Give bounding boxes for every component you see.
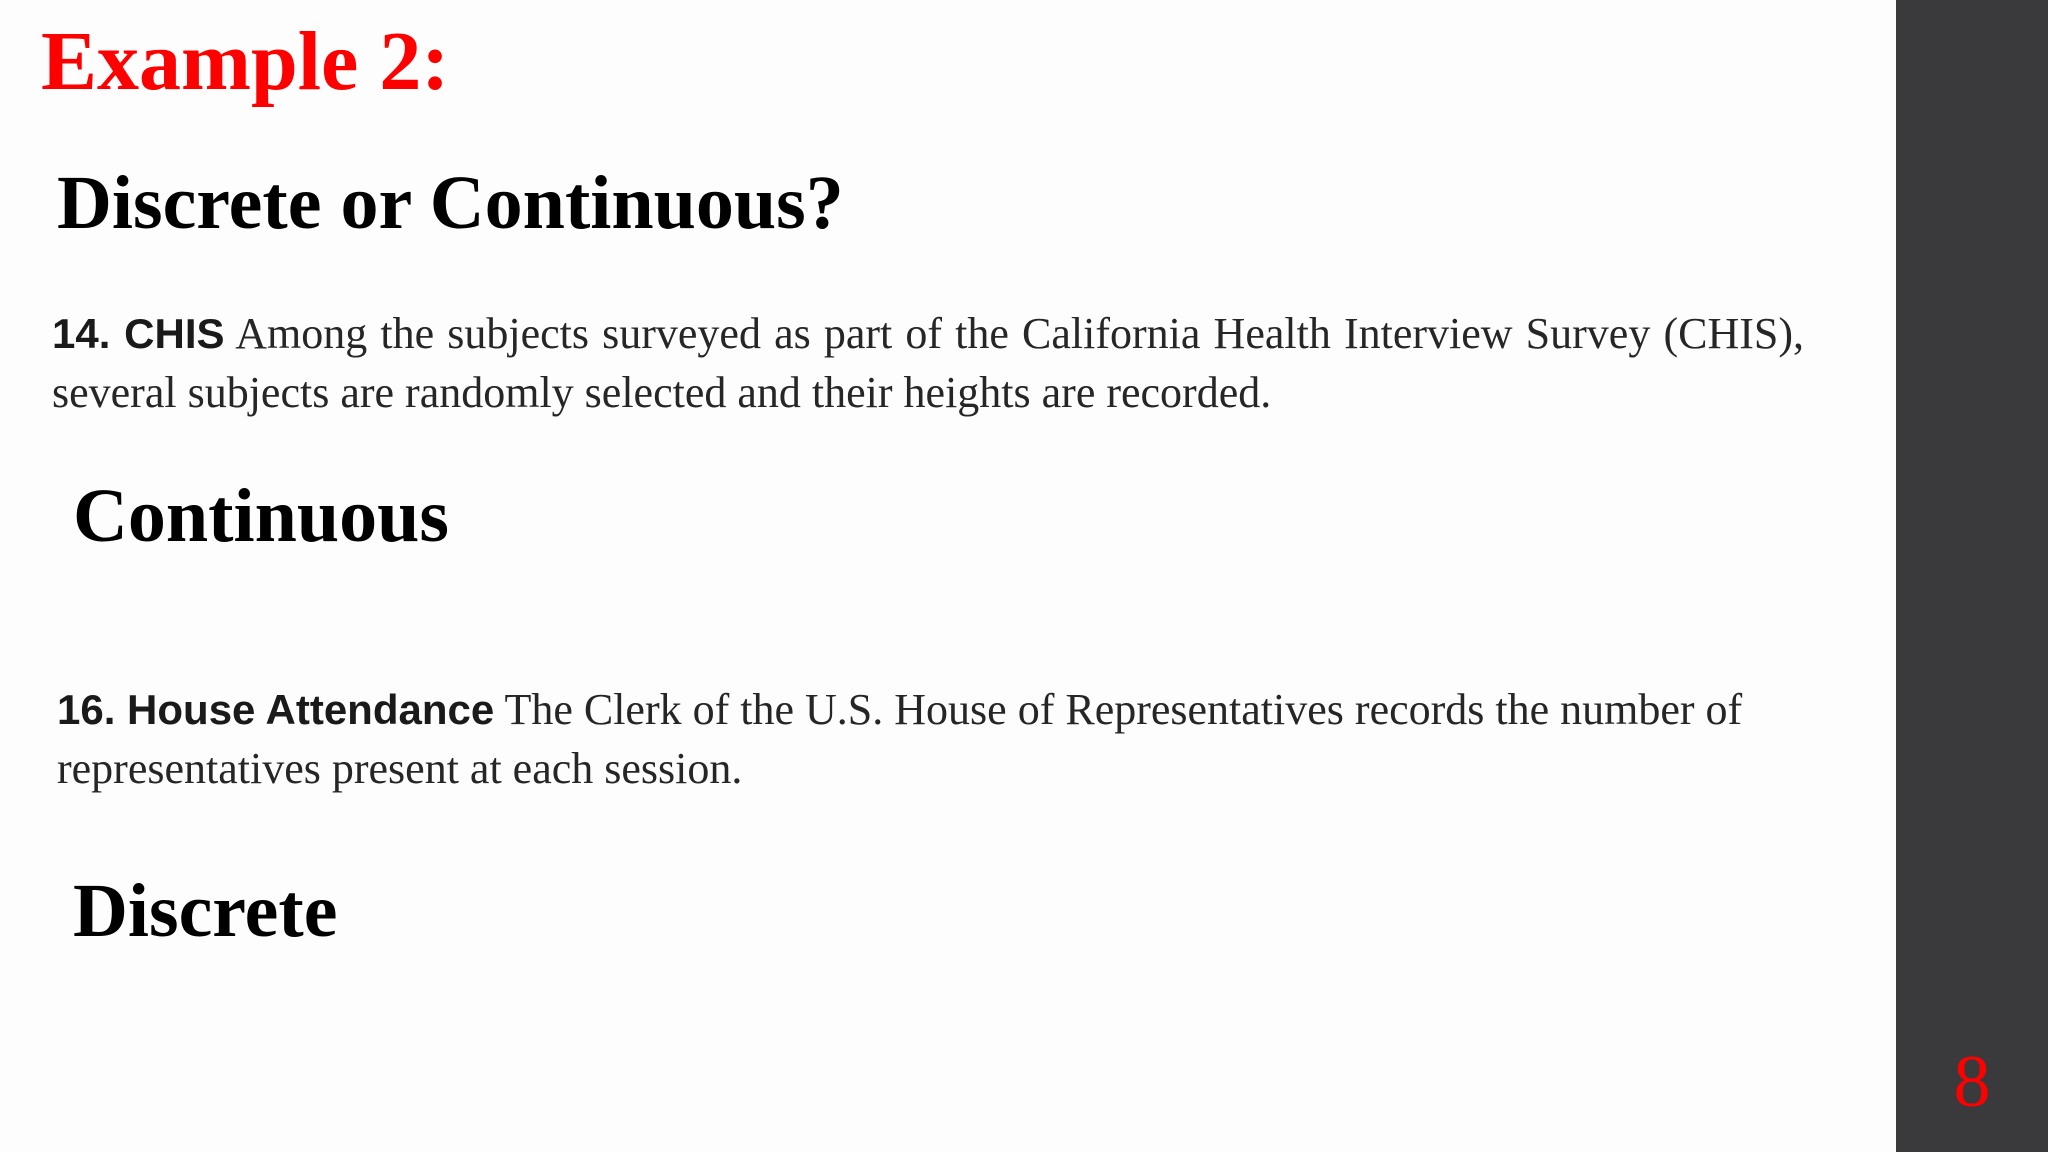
problem-16-answer: Discrete: [73, 869, 338, 953]
problem-16: [57, 680, 1817, 798]
problem-14-text: Among the subjects surveyed as part of the California Health Interview Survey (CHIS), several subjects are randomly selected and their heights are recorded.: [52, 309, 1804, 417]
problem-14: [52, 304, 1804, 422]
question-heading: Discrete or Continuous?: [57, 161, 844, 245]
problem-14-label: 14. CHIS: [52, 310, 225, 357]
problem-16-text: The Clerk of the U.S. House of Representatives records the number of representatives present at each session.: [57, 685, 1743, 793]
problem-16-label: 16. House Attendance: [57, 686, 495, 733]
slide-title: Example 2:: [41, 15, 450, 108]
page-number: 8: [1953, 1041, 1991, 1123]
problem-14-answer: Continuous: [73, 474, 449, 558]
slide-sidebar: [1896, 0, 2048, 1152]
